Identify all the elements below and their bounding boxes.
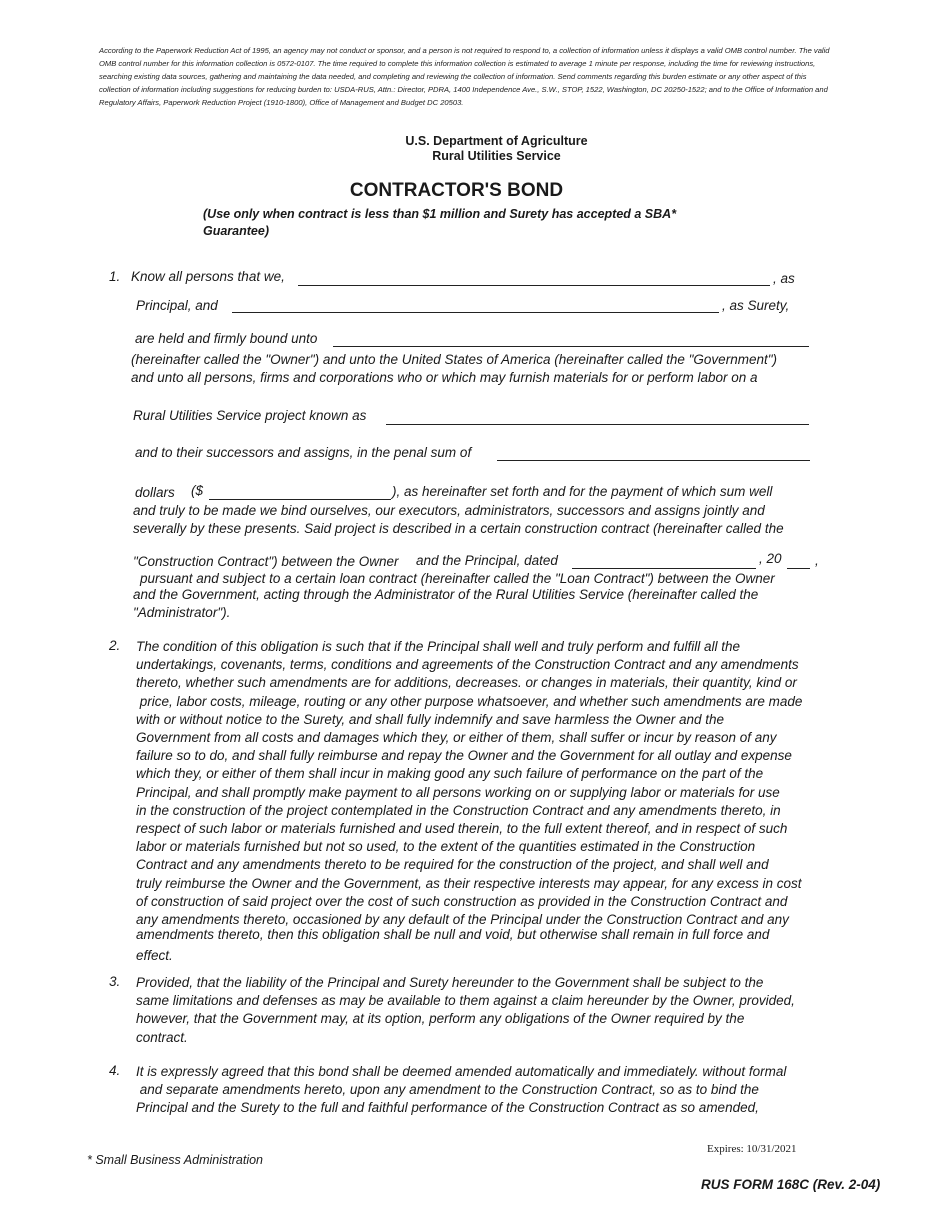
penal-sum-text: and to their successors and assigns, in the penal sum of <box>135 445 472 460</box>
section-2-line: The condition of this obligation is such that if the Principal shall well and truly perform and fulfill all the <box>136 639 741 654</box>
section-4-line: Principal and the Surety to the full and faithful performance of the Construction Contract as so amended, <box>136 1100 759 1116</box>
year-prefix-text: , 20 <box>759 551 782 566</box>
form-title: CONTRACTOR'S BOND <box>349 180 564 201</box>
section-4-text <box>136 1063 836 1118</box>
hereinafter-set-text: ), as hereinafter set forth and for the payment of which sum well <box>392 484 773 499</box>
principal-name-field[interactable] <box>298 285 770 286</box>
owner-clause-line-2: and unto all persons, firms and corporations who or which may furnish materials for or perform labor on a <box>131 370 758 385</box>
section-2-line: Contract and any amendments thereto to be required for the construction of the project, and shall well and <box>136 857 769 873</box>
section-4-line: It is expressly agreed that this bond shall be deemed amended automatically and immediately. without formal <box>136 1064 787 1079</box>
section-2-line: truly reimburse the Owner and the Government, as their respective interests may appear, for any excess in cost <box>136 875 802 891</box>
section-2-line: undertakings, covenants, terms, conditions and agreements of the Construction Contract and any amendments <box>136 657 799 673</box>
pursuant-line-1: pursuant and subject to a certain loan contract (hereinafter called the "Loan Contract") between the Owner <box>140 571 775 586</box>
section-2-line: respect of such labor or materials furnished and used therein, to the full extent thereof, and in respect of such <box>136 821 788 837</box>
service-name: Rural Utilities Service <box>432 149 561 163</box>
section-2-line: Principal, and shall promptly make payment to all persons working on or supplying labor or materials for use <box>136 784 780 800</box>
section-1-number: 1. <box>109 269 121 284</box>
dollar-sign-text: ($ <box>191 483 204 498</box>
section-2-line: effect. <box>136 948 173 964</box>
section-3-line: however, that the Government may, at its option, perform any obligations of the Owner required by the <box>136 1011 745 1027</box>
section-2-line: thereto, whether such amendments are for additions, decreases. or changes in materials, their quantity, kind or <box>136 675 797 691</box>
section-3-line: same limitations and defenses as may be available to them against a claim hereunder by the Owner, provided, <box>136 993 795 1009</box>
held-bound-text: are held and firmly bound unto <box>135 331 318 346</box>
section-2-line: labor or materials furnished but not so used, to the extent of the quantities estimated in the Construction <box>136 839 756 855</box>
surety-name-field[interactable] <box>232 312 719 313</box>
pursuant-line-3: "Administrator"). <box>133 605 231 620</box>
construction-contract-text: "Construction Contract") between the Owner <box>133 554 399 569</box>
section-2-line: price, labor costs, mileage, routing or any other purpose whatsoever, and whether such amendments are made <box>136 693 803 709</box>
trailing-comma: , <box>815 553 819 568</box>
penal-sum-words-field[interactable] <box>497 460 810 461</box>
section-4-line: and separate amendments hereto, upon any amendment to the Construction Contract, so as to bind the <box>136 1082 759 1098</box>
project-name-field[interactable] <box>386 424 809 425</box>
section-4-number: 4. <box>109 1063 121 1078</box>
contract-year-field[interactable] <box>787 568 810 569</box>
principal-dated-text: and the Principal, dated <box>416 553 558 568</box>
section-2-text <box>136 638 836 966</box>
section-2-line: failure so to do, and shall fully reimburse and repay the Owner and the Government for all outlay and expense <box>136 748 792 764</box>
pursuant-line-2: and the Government, acting through the Administrator of the Rural Utilities Service (hereinafter called the <box>133 587 759 602</box>
project-known-as-text: Rural Utilities Service project known as <box>133 408 367 423</box>
section-2-number: 2. <box>109 638 121 653</box>
owner-clause-line-1: (hereinafter called the "Owner") and unto the United States of America (hereinafter called the "Government") <box>131 352 777 367</box>
paperwork-reduction-notice: According to the Paperwork Reduction Act of 1995, an agency may not conduct or sponsor, and a person is not required to respond to, a collection of information unless it displays a valid OMB control number. The valid OMB control number for this information collection is 0572-0107. The time required to complete this information collection is estimated to average 1 minute per response, including the time for reviewing instructions, searching existing data sources, gathering and maintaining the data needed, and completing and reviewing the collection of information. Send comments regarding this burden estimate or any other aspect of this collection of information including suggestions for reducing burden to: USDA-RUS, Attn.: Director, PDRA, 1400 Independence Ave., S.W., STOP, 1522, Washington, DC 20250-1522; and to the Office of Information and Regulatory Affairs, Paperwork Reduction Project (1910-1800), Office of Management and Budget DC 20503. <box>99 46 830 107</box>
principal-and-text: Principal, and <box>136 298 218 313</box>
section-3-line: Provided, that the liability of the Principal and Surety hereunder to the Government shall be subject to the <box>136 975 764 990</box>
as-surety-text: , as Surety, <box>722 298 790 313</box>
department-name: U.S. Department of Agriculture <box>405 134 588 148</box>
truly-clause-line-1: and truly to be made we bind ourselves, our executors, administrators, successors and assigns jointly and <box>133 503 765 518</box>
section-3-number: 3. <box>109 974 121 989</box>
expiration-date: Expires: 10/31/2021 <box>707 1143 797 1155</box>
contract-date-field[interactable] <box>572 568 756 569</box>
as-text: , as <box>773 271 795 286</box>
section-2-line: amendments thereto, then this obligation shall be null and void, but otherwise shall remain in full force and <box>136 927 770 943</box>
section-2-line: which they, or either of them shall incur in making good any such failure of performance on the part of the <box>136 766 764 782</box>
dollars-text: dollars <box>135 485 175 500</box>
section-2-line: any amendments thereto, occasioned by any default of the Principal under the Construction Contract and any <box>136 912 789 928</box>
form-subtitle: (Use only when contract is less than $1 million and Surety has accepted a SBA* Guarantee) <box>203 207 677 238</box>
truly-clause-line-2: severally by these presents. Said project is described in a certain construction contract (hereinafter called the <box>133 521 784 536</box>
section-3-text <box>136 974 836 1047</box>
section-2-line: in the construction of the project contemplated in the Construction Contract and any amendments thereto, in <box>136 802 781 818</box>
section-2-line: of construction of said project over the cost of such construction as provided in the Construction Contract and <box>136 893 788 909</box>
know-all-persons-text: Know all persons that we, <box>131 269 285 284</box>
sba-footnote: * Small Business Administration <box>87 1153 263 1167</box>
section-3-line: contract. <box>136 1029 188 1045</box>
form-number: RUS FORM 168C (Rev. 2-04) <box>701 1177 881 1192</box>
owner-name-field[interactable] <box>333 346 809 347</box>
section-2-line: Government from all costs and damages which they, or either of them, shall suffer or incur by reason of any <box>136 730 777 746</box>
penal-sum-amount-field[interactable] <box>209 499 391 500</box>
section-2-line: with or without notice to the Surety, and shall fully indemnify and save harmless the Owner and the <box>136 711 725 727</box>
agency-header <box>300 134 693 164</box>
